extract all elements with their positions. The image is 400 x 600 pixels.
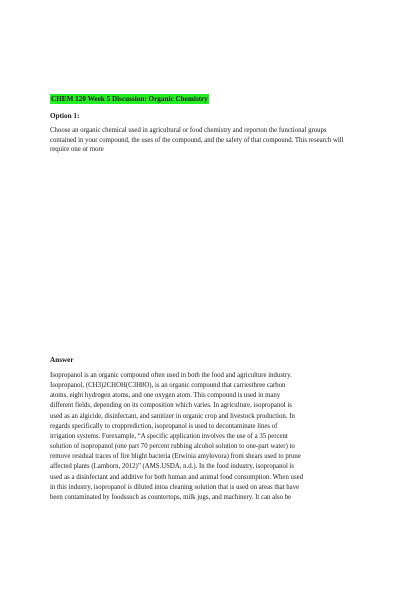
answer-line: Isopropanol, (CH3)2CHOH(C3H8O), is an organic compound that carriesthree carbon — [50, 382, 286, 390]
answer-line: affected plants (Lamborn, 2012)” (AMS.USDA, n.d.). In the food industry, isopropanol is — [50, 463, 295, 471]
answer-line: regards specifically to cropprediction, isopropanol is used to decontaminate lines of — [50, 422, 278, 430]
option-prompt-text: Choose an organic chemical used in agricultural or food chemistry and reporton the functional groups contained in your compound, the uses of the compound, and the safety of that compound. This research will require one or more — [50, 127, 344, 154]
answer-heading: Answer — [50, 356, 74, 364]
answer-line: irrigation systems. Forexample, “A specific application involves the use of a 35 percent — [50, 432, 288, 440]
answer-line: in this industry, isopropanol is diluted intoa cleaning solution that is used on areas that have — [50, 483, 300, 491]
answer-body — [50, 371, 350, 503]
answer-line: used as an algicide, disinfectant, and sanitizer in organic crop and livestock production. In — [50, 412, 295, 420]
answer-line: been contaminated by foodssuch as countertops, milk jugs, and machinery. It can also be — [50, 493, 292, 501]
answer-line: atoms, eight hydrogen atoms, and one oxygen atom. This compound is used in many — [50, 392, 281, 400]
document-title: CHEM 120 Week 5 Discussion: Organic Chemistry — [51, 95, 208, 103]
answer-line: remove residual traces of fire blight bacteria (Erwinia amylovora) from shears used to prune — [50, 453, 301, 461]
option-label: Option 1: — [50, 112, 80, 120]
answer-line: solution of isopropanol (one part 70 percent rubbing alcohol solution to one-part water) to — [50, 443, 295, 451]
answer-line: different fields, depending on its composition which varies. In agriculture, isopropanol is — [50, 402, 292, 410]
answer-line: Isopropanol is an organic compound often used in both the food and agriculture industry. — [50, 372, 292, 379]
answer-line: used as a disinfectant and additive for both human and animal food consumption. When used — [50, 473, 303, 481]
